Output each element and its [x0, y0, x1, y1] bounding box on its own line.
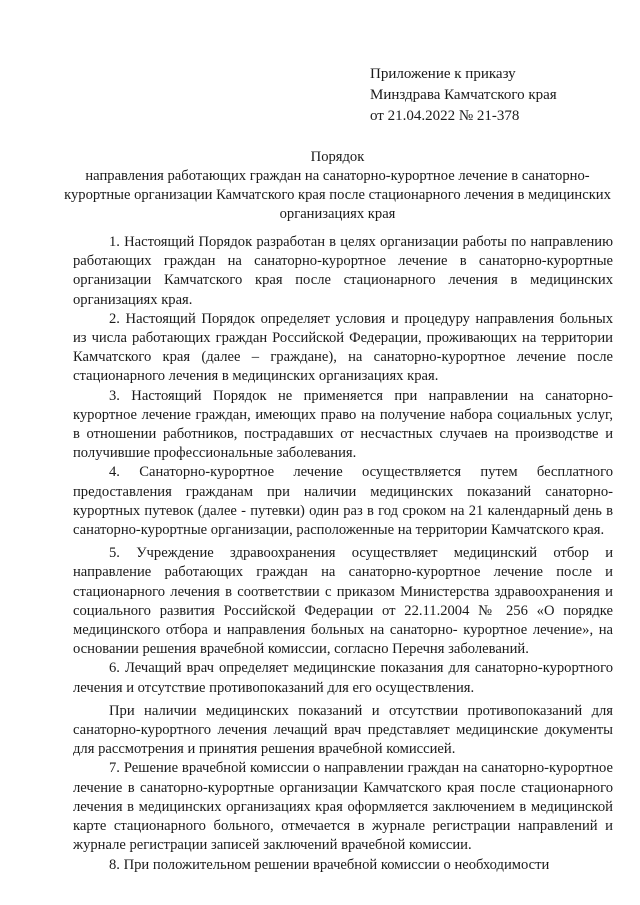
paragraph-2: 2. Настоящий Порядок определяет условия и процедуру направления больных из числа работающих граждан Российской Федерации, проживающих на территории Камчатского края (далее – граждане), на санаторно-курортное лечение после стационарного лечения в медицинских организациях края. [73, 310, 613, 385]
title-heading: Порядок [310, 149, 365, 165]
paragraph-7: 7. Решение врачебной комиссии о направлении граждан на санаторно-курортное лечение в санаторно-курортные организации Камчатского края после стационарного лечения в медицинских организациях края оформляется заключением в медицинской карте стационарного больного, отмечается в журнале регистрации направлений и журнале регистрации записей заключений врачебной комиссии. [73, 760, 613, 854]
paragraph-4: 4. Санаторно-курортное лечение осуществляется путем бесплатного предоставления гражданам при наличии медицинских показаний санаторно-курортных путевок (далее - путевки) один раз в год сроком на 21 календарный день в санаторно-курортные организации, расположенные на территории Камчатского края. [73, 464, 613, 539]
paragraph-3: 3. Настоящий Порядок не применяется при направлении на санаторно-курортное лечение граждан, имеющих право на получение набора социальных услуг, в отношении работников, пострадавших от несчастных случаев на производстве и получившие профессиональные заболевания. [73, 387, 613, 462]
order-appendix-header [370, 64, 620, 127]
title-subtitle: направления работающих граждан на санаторно-курортное лечение в санаторно-курортные организации Камчатского края после стационарного лечения в медицинских организациях края [64, 168, 611, 222]
paragraph-6-continued: При наличии медицинских показаний и отсутствии противопоказаний для санаторно-курортного лечения лечащий врач представляет медицинские документы для рассмотрения и принятия решения врачебной комиссией. [73, 702, 613, 758]
paragraph-5: 5. Учреждение здравоохранения осуществляет медицинский отбор и направление работающих граждан на санаторно-курортное лечение после и стационарного лечения в соответствии с приказом Министерства здравоохранения и социального развития Российской Федерации от 22.11.2004 № 256 «О порядке медицинского отбора и направления больных на санаторно- курортное лечение», на основании решения врачебной комиссии, согласно Перечня заболеваний. [73, 545, 613, 658]
paragraph-6: 6. Лечащий врач определяет медицинские показания для санаторно-курортного лечения и отсутствие противопоказаний для его осуществления. [73, 660, 613, 696]
order-date-number-line: от 21.04.2022 № 21-378 [370, 108, 520, 124]
paragraph-1: 1. Настоящий Порядок разработан в целях организации работы по направлению работающих граждан на санаторно-курортное лечение в санаторно-курортные организации Камчатского края после стационарного лечения в медицинских организациях края. [73, 234, 613, 308]
appendix-line: Приложение к приказу [370, 66, 516, 82]
ministry-line: Минздрава Камчатского края [370, 87, 557, 103]
document-title [60, 148, 615, 224]
document-body [73, 233, 613, 875]
paragraph-8: 8. При положительном решении врачебной комиссии о необходимости [109, 856, 550, 873]
